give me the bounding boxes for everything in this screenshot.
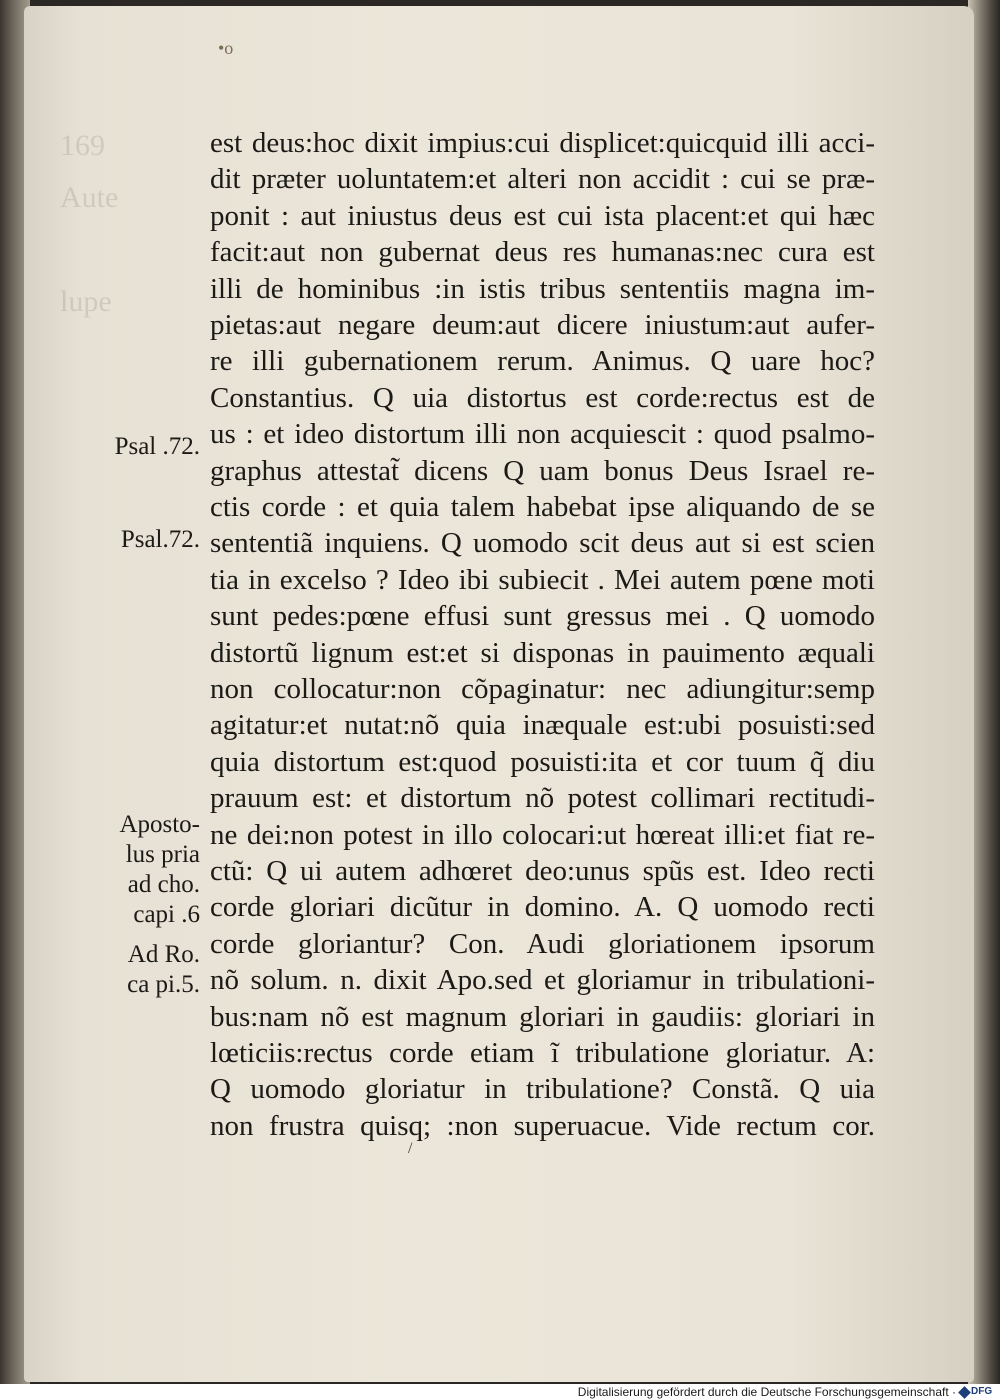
text-line: tia in excelso ? Ideo ibi subiecit . Mei autem pœne moti (210, 563, 875, 596)
digitization-footer (0, 1384, 1000, 1400)
ink-blot-mark: •o (218, 38, 234, 58)
text-line: graphus attestat̃ dicens Q uam bonus Deus Israel re- (210, 454, 875, 487)
text-line: pietas:aut negare deum:aut dicere iniustum:aut aufer- (210, 309, 875, 341)
text-line: facit:aut non gubernat deus res humanas:nec cura est (210, 236, 875, 269)
text-line: non frustra quisq; :non superuacue. Vide rectum cor. (210, 1109, 875, 1142)
text-line: us : et ideo distortum illi non acquiescit : quod psalmo- (210, 418, 875, 451)
text-line: ponit : aut iniustus deus est cui ista placent:et qui hæc (210, 199, 875, 232)
text-line: Constantius. Q uia distortus est corde:rectus est de (210, 381, 875, 414)
margin-note-apostolus (108, 810, 200, 930)
dfg-logo-text: DFG (971, 1386, 993, 1397)
text-line: bus:nam nõ est magnum gloriari in gaudiis: gloriari in (210, 1000, 875, 1033)
text-line: prauum est: et distortum nõ potest collimari rectitudi- (210, 782, 875, 815)
text-line: nõ solum. n. dixit Apo.sed et gloriamur in tribulationi- (210, 964, 875, 997)
margin-note-line: lus pria (125, 841, 200, 868)
text-line: ctis corde : et quia talem habebat ipse aliquando de se (210, 491, 875, 523)
margin-note-psal-72-b (112, 525, 200, 555)
margin-note-line: Psal .72. (114, 433, 200, 460)
margin-note-line: Psal.72. (120, 526, 200, 553)
margin-note-ad-ro (108, 940, 200, 1000)
text-line: lœticiis:rectus corde etiam ĩ tribulatione gloriatur. A: (210, 1037, 875, 1069)
text-line: re illi gubernationem rerum. Animus. Q uare hoc? (210, 345, 875, 378)
text-line: ne dei:non potest in illo colocari:ut hœreat illi:et fiat re- (210, 818, 875, 851)
text-line: agitatur:et nutat:nõ quia inæquale est:ubi posuisti:sed (210, 709, 875, 742)
margin-note-line: ad cho. (127, 871, 200, 898)
margin-note-psal-72-a (112, 432, 200, 462)
text-line: sententiã inquiens. Q uomodo scit deus aut si est scien (210, 527, 875, 560)
text-line: quia distortum est:quod posuisti:ita et cor tuum q̃ diu (210, 745, 875, 778)
text-line: Q uomodo gloriatur in tribulatione? Constã. Q uia (210, 1073, 875, 1106)
text-line: non collocatur:non cõpaginatur: nec adiungitur:semp (210, 673, 875, 705)
stray-pen-mark: / (408, 1140, 413, 1157)
text-line: corde gloriantur? Con. Audi gloriationem ipsorum (210, 927, 875, 960)
text-line: dit præter uoluntatem:et alteri non accidit : cui se præ- (210, 163, 875, 196)
text-line: ctũ: Q ui autem adhœret deo:unus spũs est. Ideo recti (210, 855, 875, 887)
text-line: illi de hominibus :in istis tribus sententiis magna im- (210, 272, 875, 305)
text-line: sunt pedes:pœne effusi sunt gressus mei . Q uomodo (210, 600, 875, 633)
text-line: distortũ lignum est:et si disponas in pauimento æquali (210, 636, 875, 669)
text-line: corde gloriari dicũtur in domino. A. Q uomodo recti (210, 891, 875, 924)
dfg-diamond-icon (958, 1386, 971, 1399)
dfg-logo-icon (960, 1386, 994, 1398)
margin-note-line: Aposto- (119, 811, 200, 838)
footer-credit-text: Digitalisierung gefördert durch die Deutsche Forschungsgemeinschaft · (577, 1385, 956, 1399)
text-line: est deus:hoc dixit impius:cui displicet:quicquid illi acci- (210, 127, 875, 159)
margin-note-line: ca pi.5. (127, 971, 200, 998)
margin-note-line: capi .6 (133, 901, 200, 928)
margin-note-line: Ad Ro. (127, 941, 200, 968)
